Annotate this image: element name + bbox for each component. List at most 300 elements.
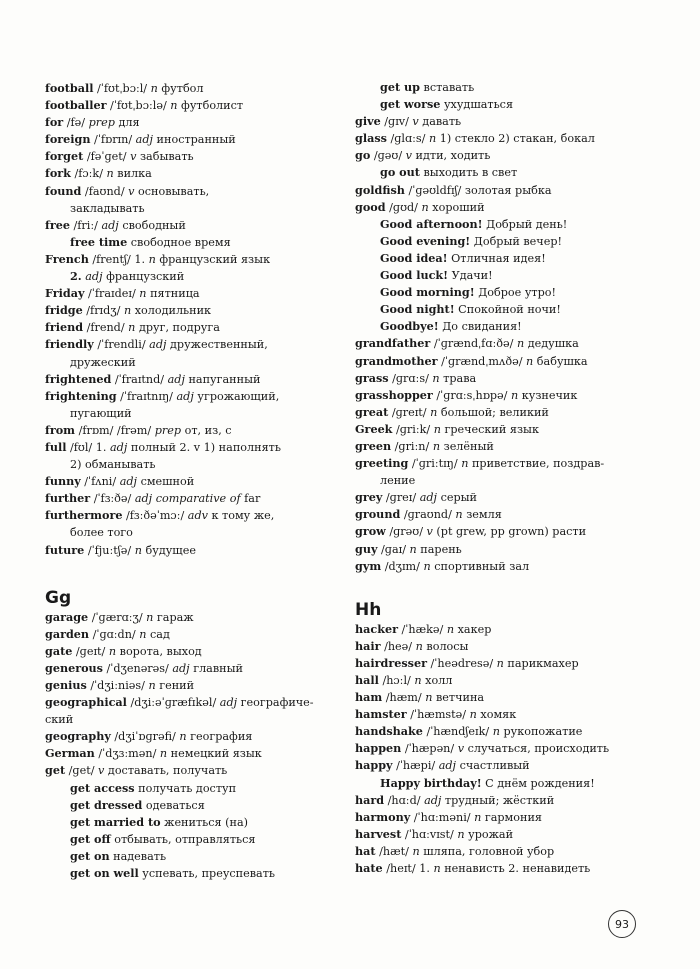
entry-text: /ɡriːk/: [392, 422, 434, 436]
translation: ненависть 2. ненавидеть: [440, 862, 591, 876]
headword: fork: [45, 166, 71, 181]
entry-text: /ˈɡriːtɪŋ/: [408, 457, 462, 471]
part-of-speech: n: [432, 439, 441, 453]
dictionary-entry: [355, 267, 655, 284]
dictionary-entry: [355, 489, 655, 506]
translation: парикмахер: [503, 656, 579, 670]
part-of-speech: n: [433, 422, 441, 436]
headword: geographical: [45, 695, 127, 710]
translation: кузнечик: [518, 388, 578, 402]
entry-text: /ɡlɑːs/: [386, 132, 429, 146]
entry-text: /faʊnd/: [81, 184, 129, 198]
entry-text: /ˈfʊtˌbɔːl/: [93, 82, 151, 95]
translation: будущее: [141, 543, 196, 557]
part-of-speech: n: [170, 99, 178, 113]
dictionary-entry: [45, 711, 343, 728]
dictionary-entry: [45, 542, 343, 559]
headword: get: [45, 763, 66, 778]
translation: немецкий язык: [167, 747, 262, 761]
translation: полный 2. v 1) наполнять: [127, 440, 281, 454]
entry-text: /ɡrɑːs/: [388, 371, 433, 385]
entry-text: /heɪt/ 1.: [382, 862, 434, 876]
entry-text: /ˈhɑːməni/: [410, 810, 475, 824]
dictionary-entry: [45, 354, 343, 371]
entry-text: отбывать, отправляться: [110, 832, 256, 846]
dictionary-entry: [45, 660, 343, 677]
entry-text: /frentʃ/ 1.: [88, 252, 149, 266]
entry-text: /dʒiːəˈɡræfɪkəl/: [126, 696, 220, 710]
dictionary-entry: [355, 558, 655, 575]
headword: Goodbye!: [380, 319, 439, 334]
part-of-speech: adv: [187, 509, 208, 523]
dictionary-entry: [355, 740, 655, 757]
part-of-speech: n: [415, 639, 423, 653]
part-of-speech: n: [428, 132, 437, 146]
headword: harvest: [355, 826, 402, 841]
dictionary-entry: [355, 860, 655, 877]
entry-text: /ɡaɪ/: [377, 542, 410, 556]
headword: Good luck!: [380, 268, 449, 283]
part-of-speech: n: [432, 371, 440, 385]
entry-text: дружеский: [70, 355, 136, 369]
entry-text: С днём рождения!: [481, 776, 595, 790]
dictionary-entry: [45, 865, 343, 882]
headword: Good night!: [380, 302, 455, 317]
translation: рукопожатие: [499, 725, 583, 739]
part-of-speech: adj: [172, 661, 190, 675]
headword: handshake: [355, 724, 423, 739]
entry-text: /fəˈɡet/: [83, 150, 131, 164]
headword: further: [45, 491, 91, 506]
dictionary-entry: [45, 643, 343, 660]
dictionary-entry: [355, 455, 655, 472]
entry-text: /ˈfʌni/: [80, 475, 120, 489]
entry-text: /ɡet/: [65, 764, 99, 778]
headword: fridge: [45, 303, 83, 318]
headword: future: [45, 542, 85, 557]
dictionary-entry: [355, 523, 655, 540]
headword: grow: [355, 524, 386, 539]
entry-text: /ɡeɪt/: [72, 644, 109, 658]
part-of-speech: n: [148, 252, 156, 266]
entry-text: Добрый вечер!: [470, 234, 562, 248]
part-of-speech: prep: [88, 116, 115, 130]
entry-text: /ˈfɒrɪn/: [90, 133, 136, 147]
headword: harmony: [355, 809, 411, 824]
dictionary-entry: [45, 268, 343, 285]
entry-text: вставать: [419, 81, 475, 94]
headword: hate: [355, 861, 383, 876]
part-of-speech: n: [425, 691, 433, 705]
headword: gate: [45, 643, 73, 658]
part-of-speech: adj: [219, 696, 238, 710]
part-of-speech: v: [98, 764, 105, 778]
entry-text: /ɡraʊnd/: [400, 508, 456, 522]
dictionary-entry: [355, 541, 655, 558]
headword: give: [355, 114, 381, 129]
translation: угрожающий,: [193, 389, 280, 403]
dictionary-entry: [355, 472, 655, 489]
dictionary-entry: [355, 164, 655, 181]
translation: парень: [416, 542, 462, 556]
dictionary-entry: [355, 113, 655, 130]
headword: from: [45, 422, 76, 437]
headword: ground: [355, 507, 401, 522]
translation: географиче-: [237, 696, 314, 710]
part-of-speech: n: [128, 321, 136, 335]
dictionary-entry: [45, 319, 343, 336]
part-of-speech: n: [150, 82, 158, 95]
part-of-speech: prep: [154, 423, 182, 437]
part-of-speech: adj: [419, 491, 438, 505]
translation: смешной: [137, 475, 195, 489]
entry-text: ление: [380, 474, 416, 488]
dictionary-entry: [45, 148, 343, 165]
dictionary-entry: [355, 421, 655, 438]
headword: friendly: [45, 337, 94, 352]
entry-text: /fʊl/ 1.: [66, 440, 110, 454]
entry-text: /ˈdʒɜːmən/: [94, 747, 160, 761]
headword: free: [45, 217, 70, 232]
dictionary-entry: [45, 285, 343, 302]
entries-h: [355, 621, 655, 877]
translation: напуганный: [184, 372, 261, 386]
translation: волосы: [422, 639, 469, 653]
entry-text: /fə/: [63, 116, 89, 130]
translation: гараж: [153, 610, 194, 624]
headword: French: [45, 251, 89, 266]
dictionary-entry: [355, 199, 655, 216]
translation: греческий язык: [440, 422, 539, 436]
dictionary-entry: [355, 353, 655, 370]
translation: к тому же,: [207, 509, 275, 523]
translation: дружественный,: [166, 338, 268, 352]
headword: hall: [355, 673, 379, 687]
headword: football: [45, 81, 94, 95]
entry-text: /ɡreɪt/: [388, 405, 431, 419]
part-of-speech: n: [179, 730, 187, 744]
dictionary-entry: [45, 831, 343, 848]
part-of-speech: n: [412, 844, 420, 858]
headword: German: [45, 746, 95, 761]
dictionary-entry: [45, 814, 343, 831]
part-of-speech: n: [446, 622, 455, 636]
part-of-speech: v: [130, 150, 137, 164]
translation: основывать,: [134, 184, 210, 198]
entry-text: выходить в свет: [419, 166, 518, 180]
headword: full: [45, 439, 67, 454]
dictionary-entry: [45, 456, 343, 473]
dictionary-entry: [355, 843, 655, 860]
headword: get access: [70, 780, 135, 795]
part-of-speech: n: [134, 543, 142, 557]
headword: Good afternoon!: [380, 216, 483, 231]
entry-text: ский: [45, 713, 74, 727]
entry-text: /ˈfraɪtnd/: [111, 372, 168, 386]
entry-text: /ˈfraɪdeɪ/: [84, 287, 140, 301]
part-of-speech: adj: [438, 759, 457, 773]
translation: сад: [146, 627, 170, 641]
translation: идти, ходить: [412, 149, 491, 163]
dictionary-entry: [355, 387, 655, 404]
translation: хомяк: [476, 708, 517, 722]
dictionary-entry: [355, 130, 655, 147]
translation: гармония: [481, 810, 542, 824]
entry-text: одеваться: [142, 798, 205, 812]
translation: хороший: [428, 200, 485, 214]
dictionary-entry: [355, 284, 655, 301]
part-of-speech: adj: [85, 270, 103, 284]
dictionary-entry: [45, 302, 343, 319]
headword: Happy birthday!: [380, 775, 482, 790]
entry-text: /hæm/: [382, 691, 426, 705]
entry-text: /hæt/: [375, 844, 413, 858]
headword: free time: [70, 234, 128, 249]
translation: французский язык: [155, 252, 271, 266]
entry-text: /frɪdʒ/: [82, 304, 124, 318]
translation: давать: [418, 115, 462, 129]
translation: трудный; жёсткий: [441, 793, 555, 807]
dictionary-entry: [355, 147, 655, 164]
translation: ветчина: [432, 691, 485, 705]
part-of-speech: adj: [167, 372, 185, 386]
entry-text: /hɑːd/: [384, 793, 425, 807]
part-of-speech: n: [474, 810, 482, 824]
headword: get worse: [380, 97, 441, 112]
part-of-speech: n: [148, 679, 156, 692]
headword: funny: [45, 474, 81, 489]
entry-text: закладывать: [70, 201, 145, 215]
translation: пятница: [146, 287, 200, 301]
dictionary-entry: [355, 809, 655, 826]
entry-text: /friː/: [69, 218, 102, 232]
entries-f: [45, 80, 343, 559]
translation: иностранный: [152, 133, 236, 147]
dictionary-entry: [45, 609, 343, 626]
entry-text: /ˈfrendli/: [93, 338, 150, 352]
part-of-speech: n: [457, 827, 465, 841]
translation: земля: [462, 508, 502, 522]
entry-text: /ˈhændʃeɪk/: [422, 725, 493, 739]
entry-text: /ˈhækə/: [397, 622, 447, 636]
part-of-speech: adj: [176, 389, 194, 403]
dictionary-entry: [355, 672, 655, 689]
entry-text: ухудшаться: [440, 98, 513, 112]
dictionary-entry: [355, 250, 655, 267]
translation: французский: [102, 270, 185, 284]
part-of-speech: n: [159, 747, 168, 761]
dictionary-entry: [45, 114, 343, 131]
part-of-speech: n: [469, 708, 477, 722]
dictionary-entry: [355, 79, 655, 96]
entry-text: /ˈdʒenərəs/: [102, 661, 173, 675]
headword: get married to: [70, 814, 161, 829]
part-of-speech: n: [430, 405, 438, 419]
headword: hairdresser: [355, 655, 427, 670]
entry-text: /ɡrəʊ/: [385, 525, 427, 539]
headword: Good morning!: [380, 285, 475, 300]
entry-text: жениться (на): [160, 815, 248, 829]
entry-text: /frɒm/ /frəm/: [75, 423, 155, 437]
headword: go: [355, 148, 371, 163]
translation: главный: [189, 661, 243, 675]
headword: hard: [355, 792, 385, 807]
dictionary-entry: [355, 723, 655, 740]
entry-text: успевать, преуспевать: [138, 867, 276, 881]
dictionary-entry: [45, 490, 343, 507]
headword: hat: [355, 843, 376, 858]
translation: большой; великий: [437, 405, 549, 419]
headword: grey: [355, 490, 383, 505]
translation: шляпа, головной убор: [419, 844, 555, 858]
entry-text: Удачи!: [448, 269, 493, 283]
part-of-speech: v: [457, 742, 465, 756]
dictionary-entry: [45, 183, 343, 200]
headword: grandfather: [355, 336, 431, 351]
part-of-speech: n: [146, 610, 154, 624]
headword: garden: [45, 626, 90, 641]
translation: бабушка: [533, 354, 588, 368]
headword: get on: [70, 848, 110, 863]
headword: gym: [355, 558, 382, 573]
headword: grass: [355, 370, 389, 385]
translation: урожай: [464, 827, 514, 841]
part-of-speech: n: [526, 354, 534, 368]
headword: get up: [380, 80, 420, 94]
translation: случаться, происходить: [464, 742, 610, 756]
dictionary-entry: [355, 638, 655, 655]
part-of-speech: adj: [424, 793, 442, 807]
translation: far: [240, 492, 261, 506]
headword: greeting: [355, 456, 409, 471]
dictionary-entry: [45, 388, 343, 405]
translation: серый: [437, 491, 477, 505]
entry-text: /dʒiˈɒɡrəfi/: [110, 730, 180, 744]
dictionary-entry: [355, 233, 655, 250]
dictionary-entry: [45, 797, 343, 814]
dictionary-entry: [45, 336, 343, 353]
part-of-speech: n: [421, 200, 429, 214]
dictionary-entry: [45, 405, 343, 422]
entry-text: /ˈɡrɑːsˌhɒpə/: [432, 388, 511, 402]
section-heading-h: Hh: [355, 599, 382, 620]
dictionary-entry: [45, 507, 343, 524]
part-of-speech: n: [108, 644, 117, 658]
dictionary-entry: [45, 371, 343, 388]
part-of-speech: v: [128, 184, 135, 198]
translation: свободный: [118, 218, 186, 232]
translation: от, из, с: [181, 423, 232, 437]
part-of-speech: n: [455, 508, 463, 522]
translation: гений: [155, 679, 195, 692]
part-of-speech: v: [426, 525, 433, 539]
entry-text: /ɡreɪ/: [382, 491, 420, 505]
entry-text: Отличная идея!: [447, 251, 546, 265]
dictionary-entry: [355, 96, 655, 113]
page-number: 93: [608, 910, 636, 938]
dictionary-entry: [45, 848, 343, 865]
dictionary-entry: [355, 370, 655, 387]
headword: hamster: [355, 707, 407, 722]
dictionary-entry: [355, 438, 655, 455]
part-of-speech: n: [433, 862, 441, 876]
entry-text: /ɡɪv/: [380, 115, 413, 129]
entry-text: /ˈhæmstə/: [406, 708, 470, 722]
entry-text: /ˈɡəʊldfɪʃ/ золотая рыбка: [404, 183, 552, 197]
headword: furthermore: [45, 508, 123, 523]
dictionary-entry: [45, 234, 343, 251]
translation: дедушка: [524, 337, 579, 351]
entry-text: более того: [70, 526, 133, 540]
headword: get on well: [70, 866, 139, 881]
part-of-speech: n: [414, 674, 422, 687]
translation: хакер: [454, 622, 492, 636]
translation: забывать: [136, 150, 194, 164]
entry-text: /ˈɡrændˌmʌðə/: [437, 354, 527, 368]
dictionary-entry: [45, 422, 343, 439]
headword: Greek: [355, 421, 393, 436]
part-of-speech: adj: [119, 475, 138, 489]
translation: ворота, выход: [116, 644, 202, 658]
headword: frightened: [45, 371, 112, 386]
headword: Good evening!: [380, 233, 471, 248]
dictionary-entry: [355, 506, 655, 523]
part-of-speech: n: [123, 304, 132, 318]
dictionary-entry: [355, 335, 655, 352]
translation: 1) стекло 2) стакан, бокал: [436, 132, 595, 146]
translation: приветствие, поздрав-: [468, 457, 605, 471]
dictionary-entry: [45, 762, 343, 779]
entry-text: Доброе утро!: [474, 286, 557, 300]
headword: go out: [380, 165, 420, 180]
entry-text: Спокойной ночи!: [454, 303, 561, 317]
translation: доставать, получать: [104, 764, 228, 778]
headword: frightening: [45, 388, 117, 403]
dictionary-entry: [45, 200, 343, 217]
entry-text: надевать: [109, 849, 167, 863]
part-of-speech: v: [405, 149, 412, 163]
part-of-speech: n: [510, 388, 519, 402]
part-of-speech: adj: [149, 338, 167, 352]
translation: спортивный зал: [430, 559, 530, 573]
dictionary-entry: [355, 301, 655, 318]
headword: friend: [45, 320, 84, 335]
entry-text: 2) обманывать: [70, 458, 156, 472]
headword: Friday: [45, 286, 85, 301]
headword: generous: [45, 660, 103, 675]
headword: foreign: [45, 132, 91, 147]
entry-text: /ɡəʊ/: [370, 149, 406, 163]
entry-text: /fɜːðəˈmɔː/: [122, 509, 188, 523]
headword: grandmother: [355, 353, 438, 368]
headword: footballer: [45, 98, 107, 113]
translation: футболист: [177, 99, 244, 113]
headword: happy: [355, 758, 393, 773]
dictionary-entry: [355, 757, 655, 774]
part-of-speech: n: [106, 167, 114, 181]
headword: happen: [355, 741, 402, 756]
headword: goldfish: [355, 182, 405, 197]
translation: для: [114, 116, 140, 130]
entry-text: /heə/: [380, 639, 416, 653]
left-column: [45, 80, 343, 882]
entry-text: /ˈfɜːðə/: [90, 492, 135, 506]
headword: genius: [45, 678, 87, 692]
dictionary-entry: [355, 216, 655, 233]
part-of-speech: n: [139, 627, 147, 641]
entry-text: Добрый день!: [482, 217, 568, 231]
entry-text: свободное время: [127, 235, 231, 249]
